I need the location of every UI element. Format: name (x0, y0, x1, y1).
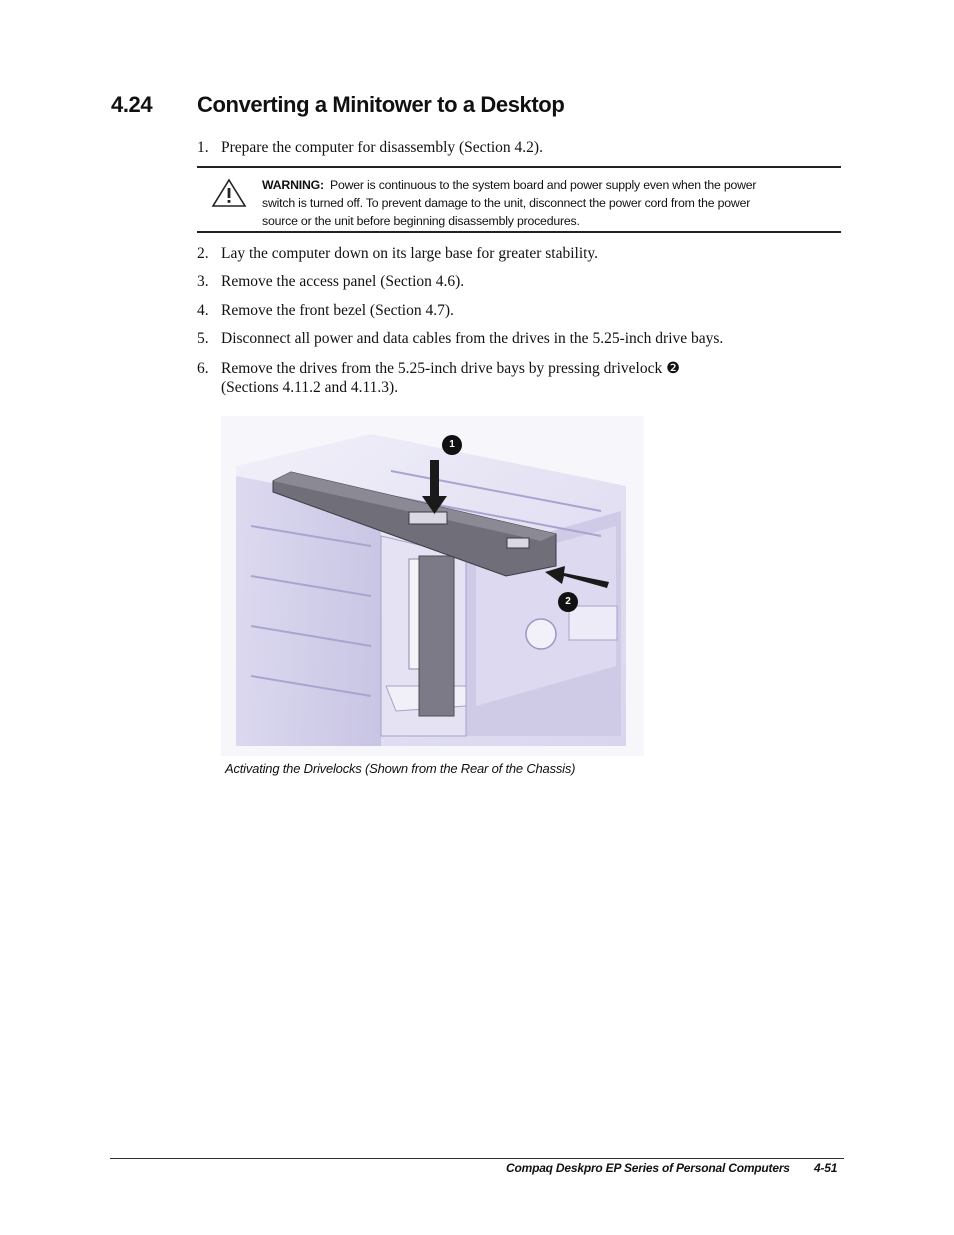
section-title: Converting a Minitower to a Desktop (197, 92, 565, 117)
step-text: Remove the drives from the 5.25-inch drive bays by pressing drivelock ❷ (221, 360, 680, 377)
warning-label: WARNING: (262, 178, 324, 192)
step-number: 1. (197, 139, 209, 156)
section-number: 4.24 (111, 92, 153, 117)
warning-text (262, 176, 822, 230)
step-text: Remove the access panel (Section 4.6). (221, 273, 465, 290)
warning-line-1: Power is continuous to the system board and power supply even when the power (329, 178, 757, 192)
footer-rule (110, 1158, 844, 1159)
step-text-continuation: (Sections 4.11.2 and 4.11.3). (221, 379, 399, 396)
step-number: 2. (197, 245, 209, 262)
warning-box (197, 166, 841, 233)
step-text: Disconnect all power and data cables from the drives in the 5.25-inch drive bays. (221, 330, 724, 347)
step-text: Prepare the computer for disassembly (Section 4.2). (221, 139, 543, 156)
warning-triangle-icon (211, 178, 247, 213)
warning-line-2: switch is turned off. To prevent damage to the unit, disconnect the power cord from the power (262, 196, 751, 210)
callout-1: 1 (442, 435, 462, 455)
footer-title: Compaq Deskpro EP Series of Personal Computers (506, 1161, 790, 1175)
step-text: Lay the computer down on its large base for greater stability. (221, 245, 599, 262)
step-number: 5. (197, 330, 209, 347)
figure-caption: Activating the Drivelocks (Shown from the Rear of the Chassis) (225, 761, 576, 776)
step-text: Remove the front bezel (Section 4.7). (221, 302, 454, 319)
step-number: 3. (197, 273, 209, 290)
warning-line-3: source or the unit before beginning disassembly procedures. (262, 214, 580, 228)
drivelock-figure (221, 416, 644, 756)
footer-page-number: 4-51 (814, 1161, 838, 1175)
callout-2: 2 (558, 592, 578, 612)
step-number: 4. (197, 302, 209, 319)
step-number: 6. (197, 360, 209, 377)
